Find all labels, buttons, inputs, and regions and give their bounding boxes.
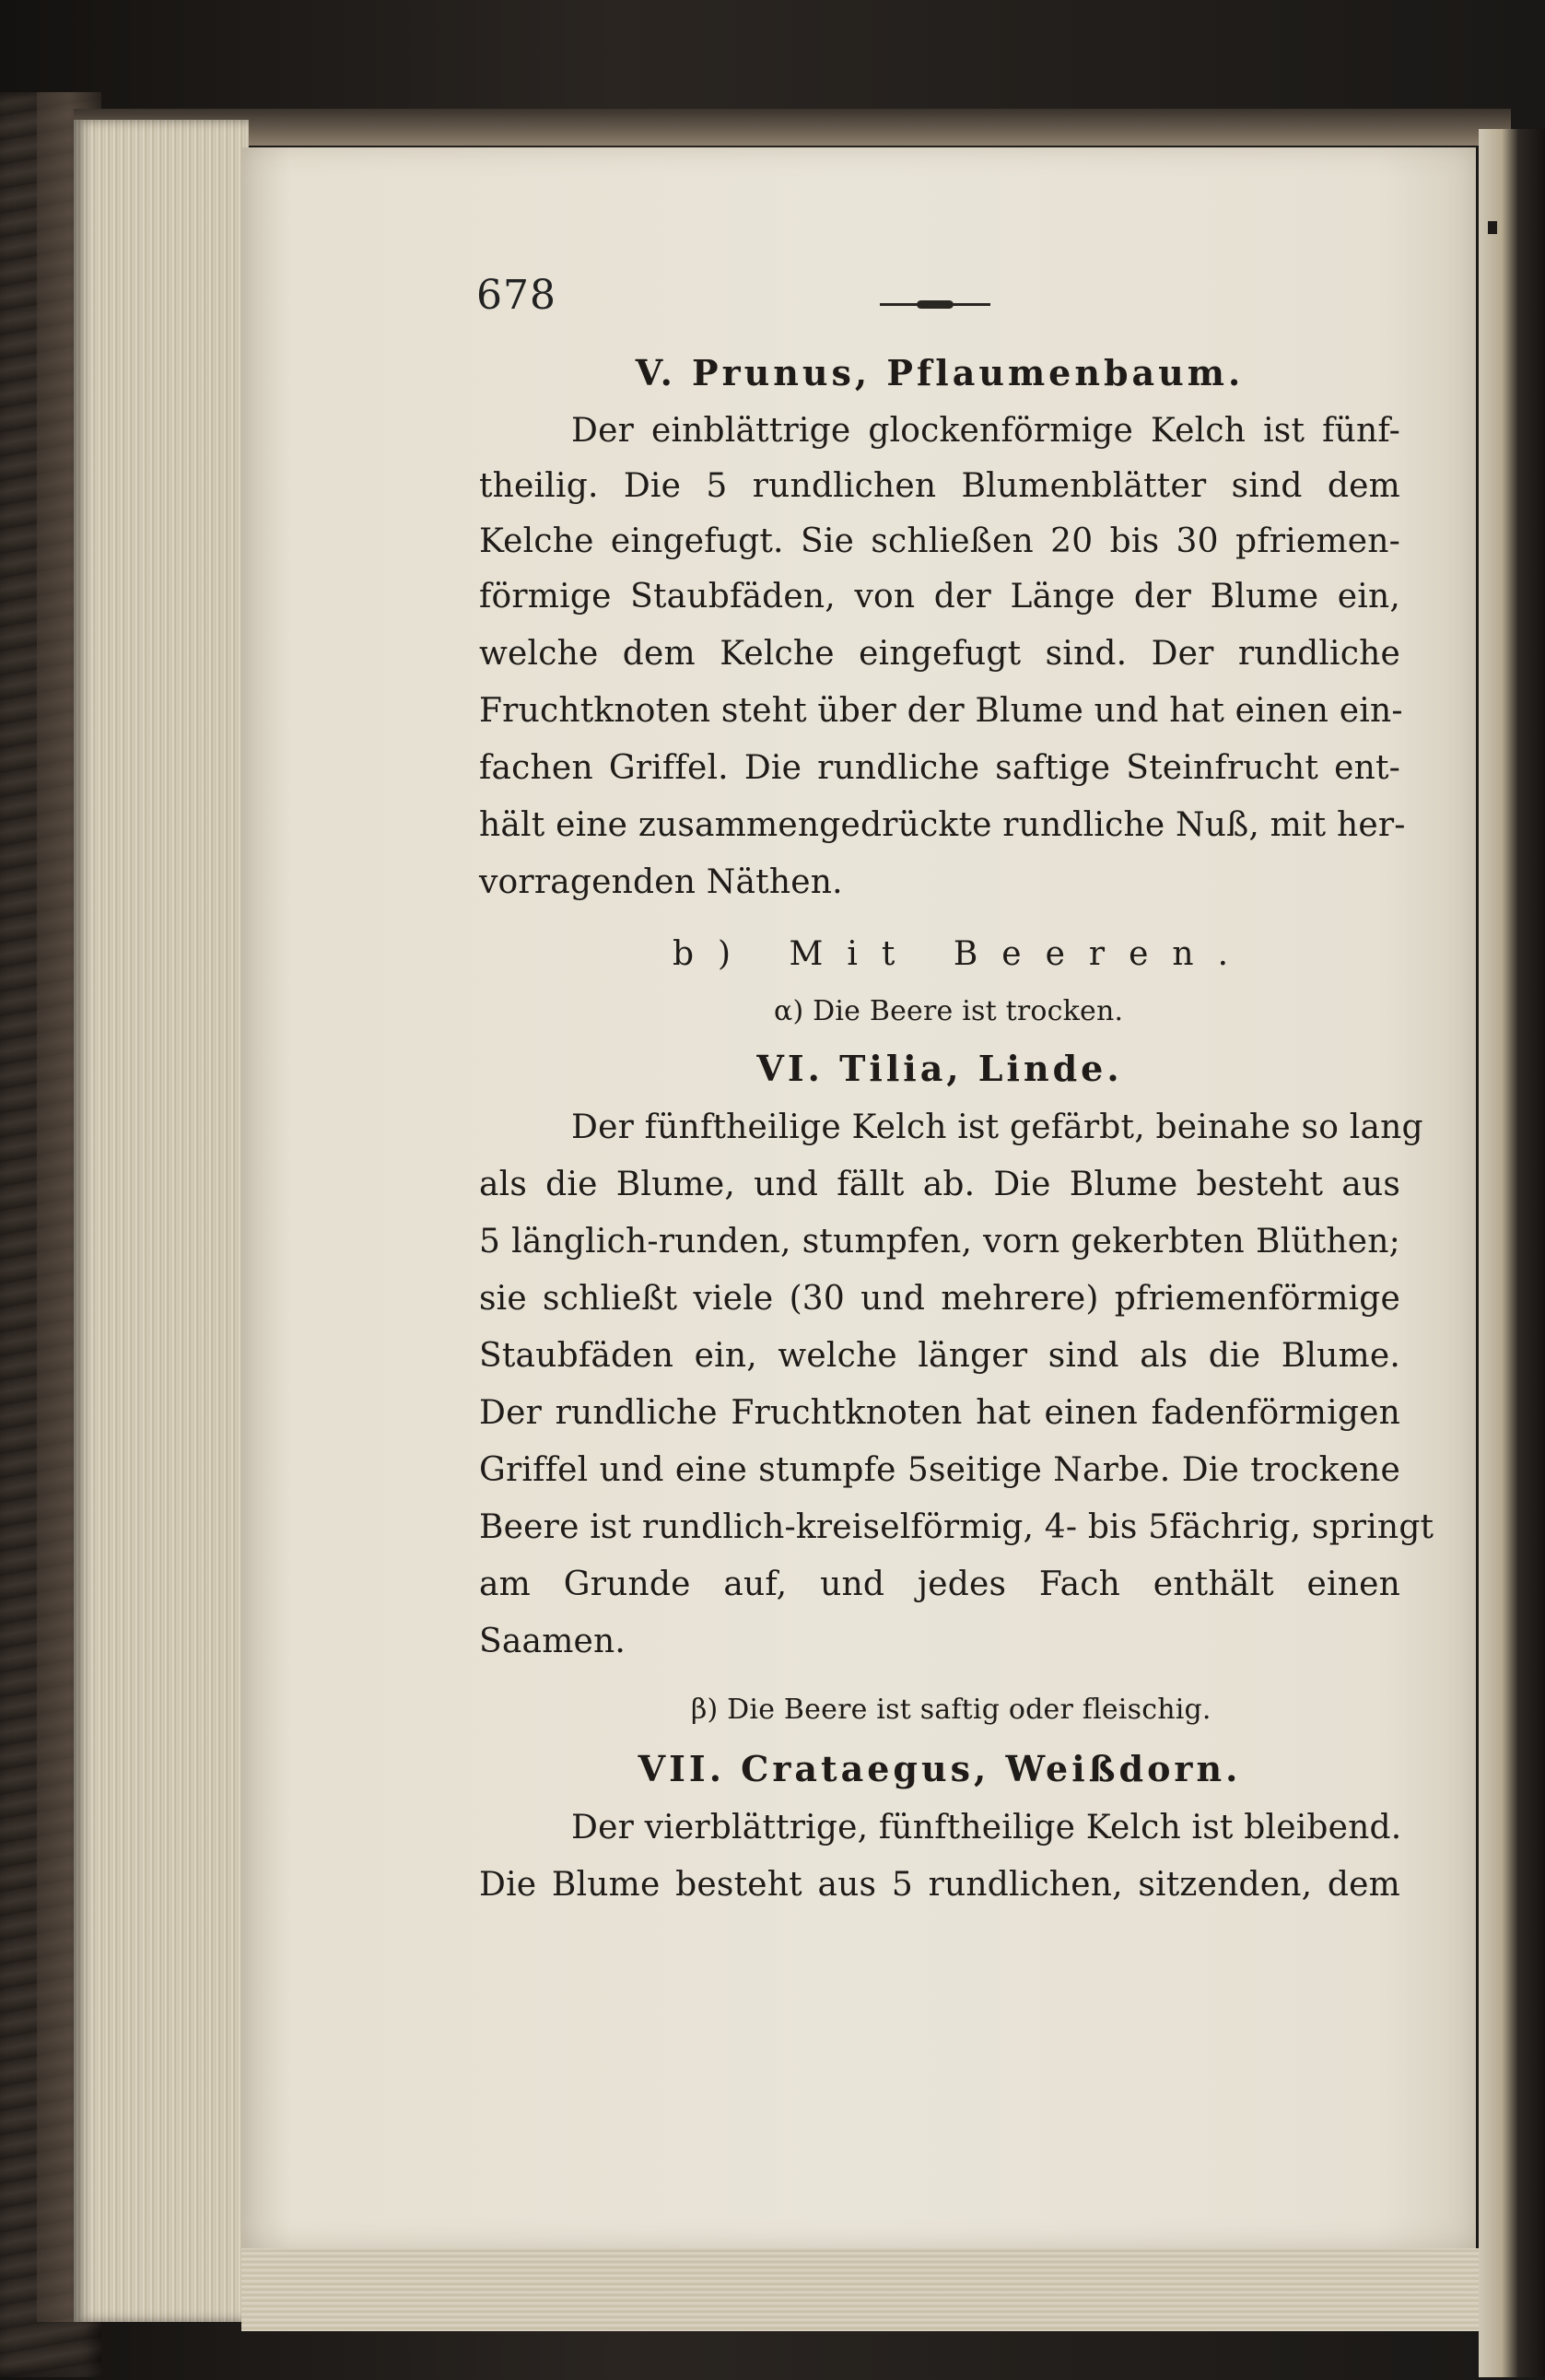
section-heading-tilia: VI. Tilia, Linde. [756, 1048, 1123, 1089]
prunus-line-2: theilig. Die 5 rundlichen Blumenblätter sind dem [479, 467, 1400, 505]
crataegus-line-1: Der vierblättrige, fünftheilige Kelch ist bleibend. [571, 1809, 1402, 1847]
tilia-line-7: Griffel und eine stumpfe 5seitige Narbe. Die trockene [479, 1451, 1400, 1489]
tilia-line-8: Beere ist rundlich-kreiselförmig, 4- bis 5fächrig, springt [479, 1508, 1434, 1546]
tilia-line-6: Der rundliche Fruchtknoten hat einen fadenförmigen [479, 1394, 1400, 1432]
subheading-fleshy-berry: β) Die Beere ist saftig oder fleischig. [691, 1694, 1211, 1726]
prunus-line-9: vorragenden Näthen. [479, 863, 843, 901]
prunus-line-1: Der einblättrige glockenförmige Kelch ist fünf- [571, 412, 1400, 450]
page-stack-bottom [241, 2248, 1485, 2331]
page-stack-top [74, 109, 1511, 146]
prunus-line-8: hält eine zusammengedrückte rundliche Nuß, mit her- [479, 806, 1406, 844]
prunus-line-5: welche dem Kelche eingefugt sind. Der rundliche [479, 635, 1400, 673]
prunus-line-4: förmige Staubfäden, von der Länge der Blume ein, [479, 578, 1400, 616]
prunus-line-7: fachen Griffel. Die rundliche saftige Steinfrucht ent- [479, 749, 1400, 787]
section-heading-prunus: V. Prunus, Pflaumenbaum. [635, 352, 1245, 393]
header-ornament [880, 300, 990, 310]
book-binding [1479, 129, 1545, 2377]
tilia-line-3: 5 länglich-runden, stumpfen, vorn gekerbten Blüthen; [479, 1223, 1400, 1260]
tilia-line-4: sie schließt viele (30 und mehrere) pfriemenförmige [479, 1280, 1400, 1318]
tilia-line-2: als die Blume, und fällt ab. Die Blume besteht aus [479, 1166, 1400, 1203]
subheading-with-berries: b) Mit Beeren. [673, 935, 1253, 973]
subheading-dry-berry: α) Die Beere ist trocken. [774, 995, 1124, 1027]
binding-mark [1488, 221, 1497, 234]
header-rule-dot [917, 300, 954, 309]
page-number: 678 [476, 272, 556, 319]
section-heading-crataegus: VII. Crataegus, Weißdorn. [638, 1748, 1242, 1789]
tilia-line-9: am Grunde auf, und jedes Fach enthält einen [479, 1565, 1400, 1603]
tilia-line-10: Saamen. [479, 1623, 626, 1660]
prunus-line-3: Kelche eingefugt. Sie schließen 20 bis 30 pfriemen- [479, 522, 1400, 560]
crataegus-line-2: Die Blume besteht aus 5 rundlichen, sitzenden, dem [479, 1866, 1400, 1904]
prunus-line-6: Fruchtknoten steht über der Blume und hat einen ein- [479, 692, 1403, 730]
tilia-line-5: Staubfäden ein, welche länger sind als die Blume. [479, 1337, 1400, 1375]
page-stack-edges [74, 120, 249, 2322]
tilia-line-1: Der fünftheilige Kelch ist gefärbt, beinahe so lang [571, 1108, 1423, 1146]
